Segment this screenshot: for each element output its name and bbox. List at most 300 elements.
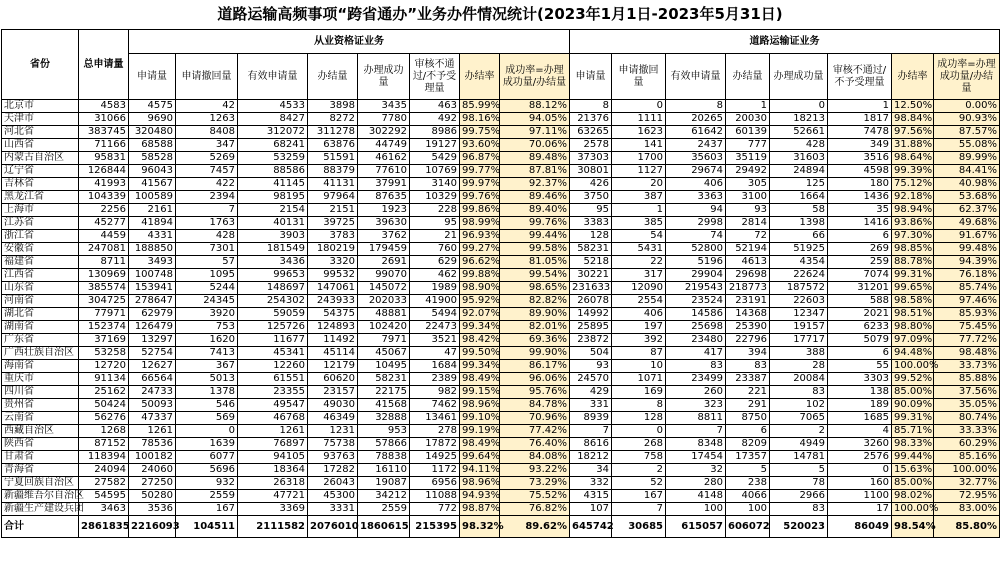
header-b-col: 申请量 (570, 54, 612, 100)
value-cell: 2216093 (129, 516, 176, 538)
value-cell: 85.74% (934, 282, 1000, 295)
value-cell: 99.34% (460, 360, 500, 373)
value-cell: 4613 (726, 256, 770, 269)
value-cell: 51591 (308, 152, 358, 165)
value-cell: 29674 (666, 165, 726, 178)
value-cell: 92.37% (500, 178, 570, 191)
province-cell: 新疆生产建设兵团 (2, 503, 79, 516)
value-cell: 85.00% (892, 386, 934, 399)
province-cell: 浙江省 (2, 230, 79, 243)
value-cell: 128 (570, 230, 612, 243)
value-cell: 92.18% (892, 191, 934, 204)
value-cell: 95831 (79, 152, 129, 165)
value-cell: 1263 (176, 113, 238, 126)
value-cell: 78536 (129, 438, 176, 451)
value-cell: 6077 (176, 451, 238, 464)
value-cell: 58231 (570, 243, 612, 256)
province-cell: 重庆市 (2, 373, 79, 386)
value-cell: 1261 (129, 425, 176, 438)
value-cell: 84.78% (500, 399, 570, 412)
value-cell: 83 (770, 503, 828, 516)
value-cell: 145072 (358, 282, 410, 295)
value-cell: 4598 (828, 165, 892, 178)
value-cell: 100.00% (892, 360, 934, 373)
table-row (2, 347, 1000, 360)
value-cell: 49547 (238, 399, 308, 412)
value-cell: 167 (176, 503, 238, 516)
value-cell: 98.33% (892, 438, 934, 451)
value-cell: 48881 (358, 308, 410, 321)
value-cell: 35.05% (934, 399, 1000, 412)
value-cell: 54 (612, 230, 666, 243)
province-cell: 河北省 (2, 126, 79, 139)
value-cell: 25895 (570, 321, 612, 334)
value-cell: 12347 (770, 308, 828, 321)
value-cell: 3320 (308, 256, 358, 269)
value-cell: 99.44% (500, 230, 570, 243)
value-cell: 26043 (308, 477, 358, 490)
value-cell: 50424 (79, 399, 129, 412)
province-cell: 四川省 (2, 386, 79, 399)
value-cell: 2966 (770, 490, 828, 503)
table-row (2, 165, 1000, 178)
value-cell: 98.64% (892, 152, 934, 165)
value-cell: 3303 (828, 373, 892, 386)
value-cell: 52800 (666, 243, 726, 256)
value-cell: 0 (612, 425, 666, 438)
value-cell: 45114 (308, 347, 358, 360)
province-cell: 新疆维吾尔自治区 (2, 490, 79, 503)
value-cell: 41568 (358, 399, 410, 412)
value-cell: 189 (828, 399, 892, 412)
value-cell: 12627 (129, 360, 176, 373)
value-cell: 16110 (358, 464, 410, 477)
value-cell: 96.06% (500, 373, 570, 386)
value-cell: 180219 (308, 243, 358, 256)
value-cell: 45067 (358, 347, 410, 360)
value-cell: 24894 (770, 165, 828, 178)
value-cell: 98.96% (460, 477, 500, 490)
value-cell: 53258 (79, 347, 129, 360)
province-cell: 江西省 (2, 269, 79, 282)
value-cell: 51925 (770, 243, 828, 256)
value-cell: 7065 (770, 412, 828, 425)
value-cell: 18213 (770, 113, 828, 126)
value-cell: 32.77% (934, 477, 1000, 490)
value-cell: 32 (666, 464, 726, 477)
province-cell: 山西省 (2, 139, 79, 152)
value-cell: 394 (726, 347, 770, 360)
province-cell: 青海省 (2, 464, 79, 477)
header-a-col: 成功率=办理成功量/办结量 (500, 54, 570, 100)
value-cell: 1231 (308, 425, 358, 438)
value-cell: 1172 (410, 464, 460, 477)
value-cell: 4331 (129, 230, 176, 243)
value-cell: 11677 (238, 334, 308, 347)
value-cell: 61551 (238, 373, 308, 386)
value-cell: 130969 (79, 269, 129, 282)
value-cell: 5 (770, 464, 828, 477)
value-cell: 4533 (238, 100, 308, 113)
value-cell: 160 (828, 477, 892, 490)
value-cell: 305 (726, 178, 770, 191)
value-cell: 47337 (129, 412, 176, 425)
value-cell: 367 (176, 360, 238, 373)
value-cell: 772 (410, 503, 460, 516)
value-cell: 302292 (358, 126, 410, 139)
value-cell: 93 (726, 204, 770, 217)
value-cell: 7780 (358, 113, 410, 126)
value-cell: 1127 (612, 165, 666, 178)
value-cell: 7074 (828, 269, 892, 282)
value-cell: 5013 (176, 373, 238, 386)
value-cell: 221 (726, 386, 770, 399)
value-cell: 99.44% (892, 451, 934, 464)
value-cell: 93.86% (892, 217, 934, 230)
value-cell: 125 (770, 178, 828, 191)
value-cell: 30221 (570, 269, 612, 282)
value-cell: 1664 (770, 191, 828, 204)
value-cell: 37.56% (934, 386, 1000, 399)
value-cell: 187572 (770, 282, 828, 295)
value-cell: 80.74% (934, 412, 1000, 425)
value-cell: 100589 (129, 191, 176, 204)
value-cell: 125726 (238, 321, 308, 334)
value-cell: 5196 (666, 256, 726, 269)
value-cell: 304725 (79, 295, 129, 308)
value-cell: 95 (570, 204, 612, 217)
value-cell: 73.29% (500, 477, 570, 490)
value-cell: 82.82% (500, 295, 570, 308)
value-cell: 22473 (410, 321, 460, 334)
header-b-col: 有效申请量 (666, 54, 726, 100)
value-cell: 24570 (570, 373, 612, 386)
value-cell: 33.73% (934, 360, 1000, 373)
value-cell: 147061 (308, 282, 358, 295)
value-cell: 8 (612, 399, 666, 412)
value-cell: 17282 (308, 464, 358, 477)
value-cell: 2389 (410, 373, 460, 386)
value-cell: 45300 (308, 490, 358, 503)
value-cell: 23872 (570, 334, 612, 347)
value-cell: 97964 (308, 191, 358, 204)
value-cell: 2394 (176, 191, 238, 204)
value-cell: 7 (666, 425, 726, 438)
value-cell: 89.62% (500, 516, 570, 538)
value-cell: 57866 (358, 438, 410, 451)
value-cell: 94.93% (460, 490, 500, 503)
value-cell: 760 (410, 243, 460, 256)
value-cell: 5696 (176, 464, 238, 477)
value-cell: 86049 (828, 516, 892, 538)
value-cell: 98.80% (892, 321, 934, 334)
value-cell: 406 (612, 308, 666, 321)
value-cell: 98.16% (460, 113, 500, 126)
value-cell: 99.31% (892, 412, 934, 425)
value-cell: 85.80% (934, 516, 1000, 538)
value-cell: 387 (612, 191, 666, 204)
value-cell: 385 (612, 217, 666, 230)
table-row (2, 438, 1000, 451)
value-cell: 98.65% (500, 282, 570, 295)
value-cell: 88.12% (500, 100, 570, 113)
header-b-col: 办结率 (892, 54, 934, 100)
table-row (2, 295, 1000, 308)
province-cell: 上海市 (2, 204, 79, 217)
value-cell: 93.60% (460, 139, 500, 152)
value-cell: 96.93% (460, 230, 500, 243)
value-cell: 11088 (410, 490, 460, 503)
value-cell: 3783 (308, 230, 358, 243)
value-cell: 45341 (238, 347, 308, 360)
value-cell: 429 (570, 386, 612, 399)
value-cell: 83 (666, 360, 726, 373)
value-cell: 99.50% (460, 347, 500, 360)
value-cell: 953 (358, 425, 410, 438)
value-cell: 14925 (410, 451, 460, 464)
value-cell: 3516 (828, 152, 892, 165)
value-cell: 52 (612, 477, 666, 490)
value-cell: 82.01% (500, 321, 570, 334)
value-cell: 89.40% (500, 204, 570, 217)
header-a-col: 申请量 (129, 54, 176, 100)
table-row (2, 399, 1000, 412)
value-cell: 2559 (358, 503, 410, 516)
value-cell: 23499 (666, 373, 726, 386)
value-cell: 83 (770, 386, 828, 399)
value-cell: 89.99% (934, 152, 1000, 165)
value-cell: 12179 (308, 360, 358, 373)
value-cell: 20265 (666, 113, 726, 126)
value-cell: 95 (410, 217, 460, 230)
value-cell: 5244 (176, 282, 238, 295)
table-row (2, 204, 1000, 217)
value-cell: 3383 (570, 217, 612, 230)
province-cell: 湖北省 (2, 308, 79, 321)
value-cell: 2151 (308, 204, 358, 217)
value-cell: 104339 (79, 191, 129, 204)
value-cell: 645742 (570, 516, 612, 538)
value-cell: 85.99% (460, 100, 500, 113)
value-cell: 181549 (238, 243, 308, 256)
value-cell: 24345 (176, 295, 238, 308)
value-cell: 247081 (79, 243, 129, 256)
value-cell: 3435 (358, 100, 410, 113)
value-cell: 24733 (129, 386, 176, 399)
value-cell: 99.76% (460, 191, 500, 204)
value-cell: 27582 (79, 477, 129, 490)
value-cell: 2861835 (79, 516, 129, 538)
value-cell: 218773 (726, 282, 770, 295)
value-cell: 1923 (358, 204, 410, 217)
value-cell: 71166 (79, 139, 129, 152)
value-cell: 46349 (308, 412, 358, 425)
value-cell: 85.00% (892, 477, 934, 490)
value-cell: 254302 (238, 295, 308, 308)
page-title: 道路运输高频事项“跨省通办”业务办件情况统计(2023年1月1日-2023年5月31日) (217, 5, 783, 23)
value-cell: 30685 (612, 516, 666, 538)
value-cell: 41993 (79, 178, 129, 191)
province-cell: 江苏省 (2, 217, 79, 230)
value-cell: 76897 (238, 438, 308, 451)
value-cell: 141 (612, 139, 666, 152)
table-total-row (2, 516, 1000, 538)
header-a-col: 有效申请量 (238, 54, 308, 100)
table-row (2, 139, 1000, 152)
value-cell: 75738 (308, 438, 358, 451)
value-cell: 758 (612, 451, 666, 464)
value-cell: 3369 (238, 503, 308, 516)
value-cell: 98.49% (460, 373, 500, 386)
value-cell: 5218 (570, 256, 612, 269)
value-cell: 99.52% (892, 373, 934, 386)
value-cell: 93.22% (500, 464, 570, 477)
value-cell: 3140 (410, 178, 460, 191)
value-cell: 66564 (129, 373, 176, 386)
header-group-qualification: 从业资格证业务 (129, 30, 570, 54)
value-cell: 8408 (176, 126, 238, 139)
value-cell: 17454 (666, 451, 726, 464)
value-cell: 99.88% (460, 269, 500, 282)
table-row (2, 334, 1000, 347)
value-cell: 126479 (129, 321, 176, 334)
value-cell: 47721 (238, 490, 308, 503)
table-row (2, 113, 1000, 126)
header-b-col: 审核不通过/不予受理量 (828, 54, 892, 100)
value-cell: 94.05% (500, 113, 570, 126)
header-b-col: 办理成功量 (770, 54, 828, 100)
province-cell: 内蒙古自治区 (2, 152, 79, 165)
value-cell: 52754 (129, 347, 176, 360)
value-cell: 75.12% (892, 178, 934, 191)
value-cell: 20030 (726, 113, 770, 126)
value-cell: 22603 (770, 295, 828, 308)
value-cell: 167 (612, 490, 666, 503)
value-cell: 320480 (129, 126, 176, 139)
value-cell: 100.00% (892, 503, 934, 516)
province-cell: 陕西省 (2, 438, 79, 451)
value-cell: 68588 (129, 139, 176, 152)
province-cell: 湖南省 (2, 321, 79, 334)
value-cell: 21 (410, 230, 460, 243)
value-cell: 323 (666, 399, 726, 412)
value-cell: 90.93% (934, 113, 1000, 126)
value-cell: 69.36% (500, 334, 570, 347)
value-cell: 54595 (79, 490, 129, 503)
value-cell: 39725 (308, 217, 358, 230)
value-cell: 77610 (358, 165, 410, 178)
value-cell: 29698 (726, 269, 770, 282)
value-cell: 39630 (358, 217, 410, 230)
value-cell: 88379 (308, 165, 358, 178)
value-cell: 87.81% (500, 165, 570, 178)
value-cell: 12720 (79, 360, 129, 373)
value-cell: 99.77% (460, 165, 500, 178)
value-cell: 94105 (238, 451, 308, 464)
value-cell: 85.88% (934, 373, 1000, 386)
value-cell: 78 (770, 477, 828, 490)
value-cell: 68241 (238, 139, 308, 152)
value-cell: 4354 (770, 256, 828, 269)
value-cell: 422 (176, 178, 238, 191)
value-cell: 1 (726, 100, 770, 113)
value-cell: 96043 (129, 165, 176, 178)
value-cell: 96.62% (460, 256, 500, 269)
value-cell: 60139 (726, 126, 770, 139)
value-cell: 1 (828, 100, 892, 113)
table-row (2, 178, 1000, 191)
value-cell: 347 (176, 139, 238, 152)
value-cell: 1436 (828, 191, 892, 204)
value-cell: 31201 (828, 282, 892, 295)
value-cell: 87.57% (934, 126, 1000, 139)
value-cell: 31.88% (892, 139, 934, 152)
header-province: 省份 (2, 30, 79, 100)
value-cell: 1100 (828, 490, 892, 503)
value-cell: 7 (570, 425, 612, 438)
value-cell: 99.15% (460, 386, 500, 399)
value-cell: 89.48% (500, 152, 570, 165)
value-cell: 202033 (358, 295, 410, 308)
value-cell: 3100 (726, 191, 770, 204)
value-cell: 8750 (726, 412, 770, 425)
header-a-col: 申请撤回量 (176, 54, 238, 100)
value-cell: 89.46% (500, 191, 570, 204)
value-cell: 22 (612, 256, 666, 269)
value-cell: 463 (410, 100, 460, 113)
value-cell: 15.63% (892, 464, 934, 477)
table-row (2, 425, 1000, 438)
table-row (2, 230, 1000, 243)
value-cell: 8427 (238, 113, 308, 126)
value-cell: 99.90% (500, 347, 570, 360)
value-cell: 98.90% (460, 282, 500, 295)
value-cell: 2998 (666, 217, 726, 230)
value-cell: 1095 (176, 269, 238, 282)
value-cell: 1817 (828, 113, 892, 126)
value-cell: 75.52% (500, 490, 570, 503)
value-cell: 8272 (308, 113, 358, 126)
value-cell: 268 (612, 438, 666, 451)
value-cell: 23480 (666, 334, 726, 347)
value-cell: 188850 (129, 243, 176, 256)
value-cell: 24060 (129, 464, 176, 477)
value-cell: 77.72% (934, 334, 1000, 347)
value-cell: 19127 (410, 139, 460, 152)
value-cell: 40131 (238, 217, 308, 230)
value-cell: 29904 (666, 269, 726, 282)
value-cell: 77.42% (500, 425, 570, 438)
value-cell: 81.05% (500, 256, 570, 269)
value-cell: 100.00% (934, 464, 1000, 477)
value-cell: 10495 (358, 360, 410, 373)
value-cell: 12090 (612, 282, 666, 295)
value-cell: 8939 (570, 412, 612, 425)
value-cell: 7457 (176, 165, 238, 178)
table-row (2, 191, 1000, 204)
value-cell: 1623 (612, 126, 666, 139)
value-cell: 12.50% (892, 100, 934, 113)
value-cell: 98.58% (892, 295, 934, 308)
value-cell: 280 (666, 477, 726, 490)
value-cell: 34212 (358, 490, 410, 503)
table-row (2, 451, 1000, 464)
value-cell: 72.95% (934, 490, 1000, 503)
value-cell: 99070 (358, 269, 410, 282)
province-cell: 河南省 (2, 295, 79, 308)
value-cell: 504 (570, 347, 612, 360)
value-cell: 2554 (612, 295, 666, 308)
